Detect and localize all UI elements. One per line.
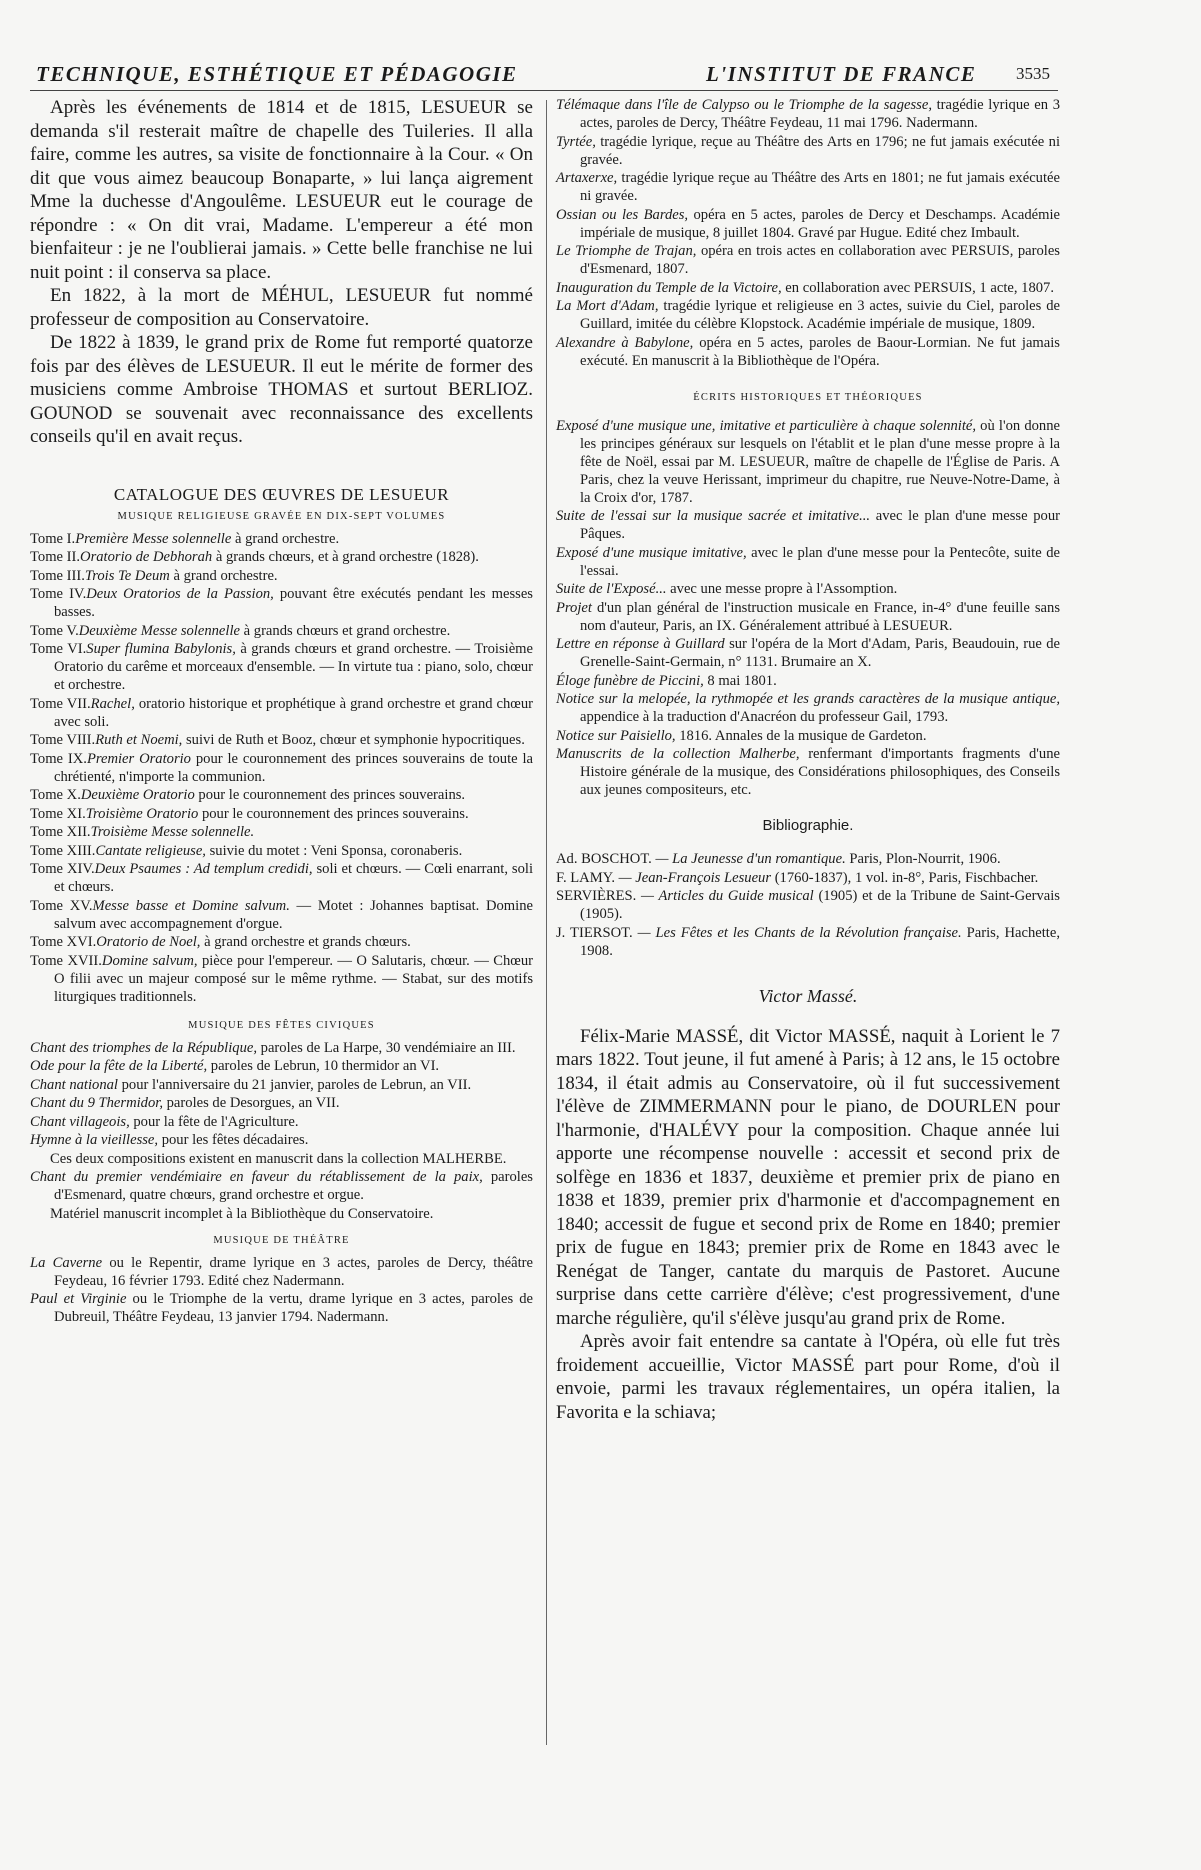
work-description: tragédie lyrique, reçue au Théâtre des Arts en 1796; ne fut jamais exécutée ni gravée. <box>580 133 1060 168</box>
work-description: oratorio historique et prophétique à grand orchestre et grand chœur avec soli. <box>54 695 533 730</box>
tome-number: Tome XII. <box>30 824 91 840</box>
civic-entry <box>30 1113 533 1131</box>
bibliography-list <box>556 850 1060 960</box>
work-title: Manuscrits de la collection Malherbe, <box>556 746 800 762</box>
tome-number: Tome XIII. <box>30 842 96 859</box>
work-title: Artaxerxe, <box>556 170 618 186</box>
tome-number: Tome III. <box>30 567 85 584</box>
writings-heading: ÉCRITS HISTORIQUES ET THÉORIQUES <box>693 391 923 403</box>
tome-entry <box>30 786 533 804</box>
work-description: à grands chœurs et grand orchestre. — Troisième Oratorio du carême et morceaux d'ensemble. — In virtute tua : piano, solo, chœur et orchestre. <box>54 641 534 693</box>
work-description: avec le plan d'une messe pour la Pentecôte, suite de l'essai. <box>580 544 1060 579</box>
work-title: Deuxième Messe solennelle <box>78 622 240 639</box>
civic-note: Ces deux compositions existent en manuscrit dans la collection MALHERBE. <box>50 1150 507 1167</box>
theatre-entry <box>556 133 1060 169</box>
work-title: Troisième Messe solennelle. <box>90 824 255 840</box>
bibliography-entry <box>556 924 1060 960</box>
work-title: Tyrtée, <box>556 133 596 150</box>
work-title: Messe basse et Domine salvum. <box>92 897 290 914</box>
tome-number: Tome XI. <box>30 805 86 822</box>
tome-entry <box>30 548 533 566</box>
work-title: Suite de l'Exposé... <box>556 581 667 597</box>
work-description: suivi de Ruth et Booz, chœur et symphonie hypocritiques. <box>182 732 525 748</box>
work-title: Chant du premier vendémiaire en faveur du rétablissement de la paix, <box>30 1169 483 1185</box>
work-description: pièce pour l'empereur. — O Salutaris, chœur. — Chœur O filii avec un majeur composé sur le même rythme. — Stabat, sur des motifs liturgiques traditionnels. <box>54 952 533 1005</box>
masse-paragraph: Félix-Marie MASSÉ, dit Victor MASSÉ, naquit à Lorient le 7 mars 1822. Tout jeune, il fut amené à Paris; à 12 ans, le 15 octobre 1834, il était admis au Conservatoire, où il fut successivement l'élève de ZIMMERMANN pour le piano, de DOURLEN pour l'harmonie, d'HALÉVY pour la composition. Chaque année lui apporte une récompense nouvelle : accessit et second prix de solfège en 1836 et 1837, deuxième et premier prix de piano en 1838 et 1839, premier prix d'harmonie et d'accompagnement en 1840; accessit de fugue et second prix de Rome en 1840; premier prix de fugue en 1843; premier prix de Rome en 1843 avec le Renégat de Tanger, cantate du marquis de Pastoret. Aucune surprise dans cette carrière d'élève; c'est progressivement, d'une marche régulière, qu'il s'élève jusqu'au grand prix de Rome. <box>556 1025 1060 1329</box>
work-title: Ossian ou les Bardes, <box>556 206 689 223</box>
work-description: paroles de Desorgues, an VII. <box>162 1095 340 1111</box>
tome-entry <box>30 640 534 694</box>
work-description: pour l'anniversaire du 21 janvier, paroles de Lebrun, an VII. <box>117 1076 472 1093</box>
author-name: SERVIÈRES. <box>556 888 637 904</box>
work-description: paroles d'Esmenard, quatre chœurs, grand orchestre et orgue. <box>54 1169 533 1203</box>
work-description: à grands chœurs et grand orchestre. <box>240 622 451 639</box>
tome-number: Tome XVI. <box>30 934 97 950</box>
author-name: J. TIERSOT. <box>556 924 633 941</box>
civic-entry <box>30 1076 533 1094</box>
tome-number: Tome II. <box>30 549 81 565</box>
work-title: Lettre en réponse à Guillard <box>556 636 725 652</box>
theatre-list-right <box>556 96 1060 370</box>
masse-title: Victor Massé. <box>758 985 858 1006</box>
work-description: pour le couronnement des princes souverains de toute la chrétienté, n'importe la communion. <box>54 750 533 785</box>
work-title: Suite de l'essai sur la musique sacrée et imitative... <box>556 508 871 524</box>
writing-entry <box>556 672 1060 690</box>
theatre-list-left <box>30 1254 533 1327</box>
author-name: F. LAMY. <box>556 869 615 886</box>
work-description: 1816. Annales de la musique de Gardeton. <box>675 727 927 744</box>
work-title: Oratorio de Noel, <box>96 934 201 950</box>
writings-list <box>556 417 1060 800</box>
work-description: Paris, Plon-Nourrit, 1906. <box>845 851 1001 867</box>
work-title: Oratorio de Debhorah <box>80 549 213 565</box>
work-title: Le Triomphe de Trajan, <box>556 243 697 259</box>
sacred-heading: MUSIQUE RELIGIEUSE GRAVÉE EN DIX-SEPT VOLUMES <box>117 510 446 522</box>
page-number: 3535 <box>1016 64 1050 83</box>
header-rule <box>30 90 1058 91</box>
work-description: 8 mai 1801. <box>703 672 777 689</box>
writing-entry <box>556 690 1060 726</box>
tome-number: Tome I. <box>30 530 76 547</box>
work-title: Notice sur la melopée, la rythmopée et les grands caractères de la musique antique, <box>556 691 1060 707</box>
civic-entry <box>30 1039 533 1057</box>
work-title: Chant villageois, <box>30 1113 130 1130</box>
intro-paragraph: De 1822 à 1839, le grand prix de Rome fut remporté quatorze fois par des élèves de LESUEUR. Il eut le mérite de former des musiciens comme Ambroise THOMAS et surtout BERLIOZ. GOUNOD se souvenait avec reconnaissance des excellents conseils qu'il en avait reçus. <box>30 332 533 447</box>
civic-entry <box>30 1168 533 1204</box>
work-description: tragédie lyrique en 3 actes, paroles de Dercy, Théâtre Feydeau, 11 mai 1796. Nadermann. <box>580 97 1060 131</box>
work-description: à grand orchestre et grands chœurs. <box>200 934 411 950</box>
running-header-right: L'INSTITUT DE FRANCE <box>706 62 977 86</box>
theatre-entry <box>556 242 1060 278</box>
writing-entry <box>556 745 1060 799</box>
work-description: pour le couronnement des princes souverains. <box>194 787 466 803</box>
work-title: Projet <box>556 599 592 616</box>
work-description: à grand orchestre. <box>231 530 340 547</box>
bibliography-entry <box>556 887 1060 923</box>
work-title: Ruth et Noemi, <box>95 732 183 748</box>
tome-entry <box>30 952 533 1006</box>
work-description: où l'on donne les principes généraux sur lesquels on l'établit et le plan d'une messe propre à la fête de Noël, essai par M. LESUEUR, maître de chapelle de l'Église de Paris. A Paris, chez la veuve Herissant, imprimeur du chapitre, rue Neuve-Notre-Dame, à la Croix d'or, 1787. <box>580 417 1061 506</box>
work-description: paroles de Lebrun, 10 thermidor an VI. <box>207 1058 440 1074</box>
tome-number: Tome VII. <box>30 695 91 712</box>
civic-extra <box>30 1168 533 1204</box>
work-title: Hymne à la vieillesse, <box>30 1132 159 1148</box>
catalogue-title: CATALOGUE DES ŒUVRES DE LESUEUR <box>113 484 450 504</box>
work-title: Deux Oratorios de la Passion, <box>86 586 274 602</box>
masse-paragraph: Après avoir fait entendre sa cantate à l'Opéra, où elle fut très froidement accueillie, Victor MASSÉ part pour Rome, d'où il envoie, parmi les travaux réglementaires, un opéra italien, la Favorita e la schiava; <box>556 1331 1060 1423</box>
work-description: — Motet : Johannes baptisat. Domine salvum avec accompagnement d'orgue. <box>54 897 533 932</box>
running-header-left: TECHNIQUE, ESTHÉTIQUE ET PÉDAGOGIE <box>36 62 518 86</box>
writing-entry <box>556 727 1060 745</box>
tome-entry <box>30 805 533 823</box>
work-description: opéra en 5 actes, paroles de Dercy et Deschamps. Académie impériale de musique, 8 juillet 1804. Gravé par Hugue. Edité chez Imbault. <box>580 206 1060 241</box>
work-description: avec le plan d'une messe pour Pâques. <box>580 508 1060 542</box>
work-title: La Mort d'Adam, <box>556 298 659 314</box>
work-title: Notice sur Paisiello, <box>556 727 676 744</box>
work-description: pour le couronnement des princes souverains. <box>198 805 469 822</box>
work-title: La Caverne <box>30 1254 103 1271</box>
work-title: Premier Oratorio <box>86 750 191 767</box>
work-title: Domine salvum, <box>101 952 198 969</box>
author-name: Ad. BOSCHOT. <box>556 851 652 867</box>
work-title: Chant des triomphes de la République, <box>30 1039 257 1056</box>
tome-entry <box>30 530 533 548</box>
work-description: tragédie lyrique et religieuse en 3 actes, suivie du Ciel, paroles de Guillard, imitée du célèbre Klopstock. Académie impériale de musique, 1809. <box>580 298 1060 332</box>
writing-entry <box>556 580 1060 598</box>
work-description: renfermant d'importants fragments d'une Histoire générale de la musique, des Considérations philosophiques, des Conseils aux jeunes compositeurs, etc. <box>580 746 1060 798</box>
work-description: opéra en 5 actes, paroles de Baour-Lormian. Ne fut jamais exécuté. En manuscrit à la Bibliothèque de l'Opéra. <box>580 334 1060 369</box>
tome-entry <box>30 622 533 640</box>
work-description: soli et chœurs. — Cœli enarrant, soli et chœurs. <box>54 861 533 895</box>
work-title: Chant national <box>30 1076 118 1093</box>
work-title: Cantate religieuse, <box>95 842 206 859</box>
work-title: Chant du 9 Thermidor, <box>30 1095 163 1111</box>
work-description: suivie du motet : Veni Sponsa, coronaberis. <box>205 842 463 859</box>
tome-entry <box>30 933 533 951</box>
intro-text <box>30 96 533 449</box>
work-description: paroles de La Harpe, 30 vendémiaire an III. <box>257 1039 516 1056</box>
theatre-entry <box>556 297 1060 333</box>
civic-note-2: Matériel manuscrit incomplet à la Bibliothèque du Conservatoire. <box>50 1205 434 1222</box>
work-title: Deuxième Oratorio <box>80 787 195 803</box>
work-description: opéra en trois actes en collaboration avec PERSUIS, paroles d'Esmenard, 1807. <box>580 243 1060 277</box>
theatre-entry <box>556 169 1060 205</box>
tome-entry <box>30 823 533 841</box>
tome-number: Tome VIII. <box>30 732 96 748</box>
intro-paragraph: Après les événements de 1814 et de 1815, LESUEUR se demanda s'il resterait maître de chapelle des Tuileries. Il alla faire, comme les autres, sa visite de fonctionnaire à la Cour. « On dit que vous aimez beaucoup Bonaparte, » lui lança aigrement Mme la duchesse d'Angoulême. LESUEUR eut le courage de répondre : « On dit vrai, Madame. L'empereur a été mon bienfaiteur : je ne l'oublierai jamais. » Cette belle franchise ne lui nuit point : il conserva sa place. <box>30 97 533 283</box>
left-column <box>30 96 533 1327</box>
theatre-entry <box>556 334 1060 370</box>
work-title: Ode pour la fête de la Liberté, <box>30 1058 208 1074</box>
civic-entry <box>30 1057 533 1075</box>
bibliography-entry <box>556 850 1060 868</box>
work-title: Première Messe solennelle <box>75 530 232 547</box>
work-title: Alexandre à Babylone, <box>556 334 694 351</box>
work-description: d'un plan général de l'instruction musicale en France, in-4° d'une feuille sans nom d'auteur, Paris, an IX. Généralement attribué à LESUEUR. <box>580 599 1060 634</box>
work-description: appendice à la traduction d'Anacréon du professeur Gail, 1793. <box>580 709 949 725</box>
tome-entry <box>30 567 533 585</box>
work-title: Inauguration du Temple de la Victoire, <box>556 279 782 296</box>
bibliography-entry <box>556 869 1060 887</box>
tome-entry <box>30 897 533 933</box>
work-description: tragédie lyrique reçue au Théâtre des Arts en 1801; ne fut jamais exécutée ni gravée. <box>580 170 1060 204</box>
work-title: Éloge funèbre de Piccini, <box>556 672 704 689</box>
civic-list <box>30 1039 533 1150</box>
tome-number: Tome IV. <box>30 586 87 602</box>
writing-entry <box>556 599 1060 635</box>
column-divider <box>546 100 547 1745</box>
work-description: ou le Repentir, drame lyrique en 3 actes, paroles de Dercy, théâtre Feydeau, 16 février 1793. Edité chez Nadermann. <box>54 1254 533 1289</box>
work-title: Super flumina Babylonis, <box>86 641 236 657</box>
theatre-heading: MUSIQUE DE THÉÂTRE <box>213 1234 350 1246</box>
tome-entry <box>30 731 533 749</box>
writing-entry <box>556 417 1061 507</box>
tome-entry <box>30 695 533 731</box>
civic-entry <box>30 1131 533 1149</box>
work-description: pour les fêtes décadaires. <box>158 1132 309 1148</box>
work-title: Paul et Virginie <box>30 1291 127 1307</box>
theatre-entry <box>556 206 1060 242</box>
work-title: — La Jeunesse d'un romantique. <box>651 851 846 867</box>
work-description: Paris, Hachette, 1908. <box>580 924 1060 959</box>
right-column <box>556 96 1060 1424</box>
work-description: en collaboration avec PERSUIS, 1 acte, 1807. <box>781 279 1054 296</box>
tome-number: Tome VI. <box>30 641 87 657</box>
masse-text <box>556 1025 1060 1425</box>
work-title: Deux Psaumes : Ad templum credidi, <box>94 861 313 877</box>
civic-heading: MUSIQUE DES FÊTES CIVIQUES <box>188 1019 375 1031</box>
work-title: — Jean-François Lesueur <box>614 869 772 886</box>
tome-number: Tome XV. <box>30 897 93 914</box>
work-description: pouvant être exécutés pendant les messes basses. <box>54 586 533 620</box>
work-description: avec une messe propre à l'Assomption. <box>666 581 898 597</box>
tome-list <box>30 530 533 1006</box>
intro-paragraph: En 1822, à la mort de MÉHUL, LESUEUR fut nommé professeur de composition au Conservatoire. <box>30 285 533 330</box>
tome-entry <box>30 585 533 621</box>
tome-entry <box>30 750 533 786</box>
work-description: pour la fête de l'Agriculture. <box>129 1113 299 1130</box>
work-description: sur l'opéra de la Mort d'Adam, Paris, Beaudouin, rue de Grenelle-Saint-Germain, n° 1131. Brumaire an X. <box>580 636 1060 670</box>
tome-number: Tome XVII. <box>30 952 102 969</box>
tome-entry <box>30 842 533 860</box>
work-title: Télémaque dans l'île de Calypso ou le Triomphe de la sagesse, <box>556 97 932 113</box>
theatre-entry <box>556 96 1060 132</box>
work-description: (1905) et de la Tribune de Saint-Gervais (1905). <box>580 888 1060 922</box>
civic-entry <box>30 1094 533 1112</box>
bibliography-heading: Bibliographie. <box>762 817 854 834</box>
work-title: Exposé d'une musique imitative, <box>556 544 747 561</box>
work-description: (1760-1837), 1 vol. in-8°, Paris, Fischbacher. <box>771 869 1039 886</box>
theatre-entry <box>30 1254 533 1290</box>
tome-number: Tome XIV. <box>30 861 95 877</box>
tome-number: Tome X. <box>30 787 81 803</box>
work-title: — Les Fêtes et les Chants de la Révolution française. <box>632 924 962 941</box>
work-title: Exposé d'une musique une, imitative et particulière à chaque solennité, <box>556 417 977 434</box>
work-description: à grands chœurs, et à grand orchestre (1828). <box>212 549 479 565</box>
tome-number: Tome IX. <box>30 750 87 767</box>
work-title: Troisième Oratorio <box>85 805 199 822</box>
work-title: Rachel, <box>90 695 135 712</box>
writing-entry <box>556 544 1060 580</box>
work-description: à grand orchestre. <box>169 567 278 584</box>
work-title: Trois Te Deum <box>84 567 170 584</box>
work-title: — Articles du Guide musical <box>636 888 814 904</box>
tome-entry <box>30 860 533 896</box>
writing-entry <box>556 507 1060 543</box>
writing-entry <box>556 635 1060 671</box>
tome-number: Tome V. <box>30 622 79 639</box>
theatre-entry <box>30 1290 533 1326</box>
work-description: ou le Triomphe de la vertu, drame lyrique en 3 actes, paroles de Dubreuil, Théâtre Feydeau, 13 janvier 1794. Nadermann. <box>54 1291 533 1325</box>
theatre-entry <box>556 279 1060 297</box>
